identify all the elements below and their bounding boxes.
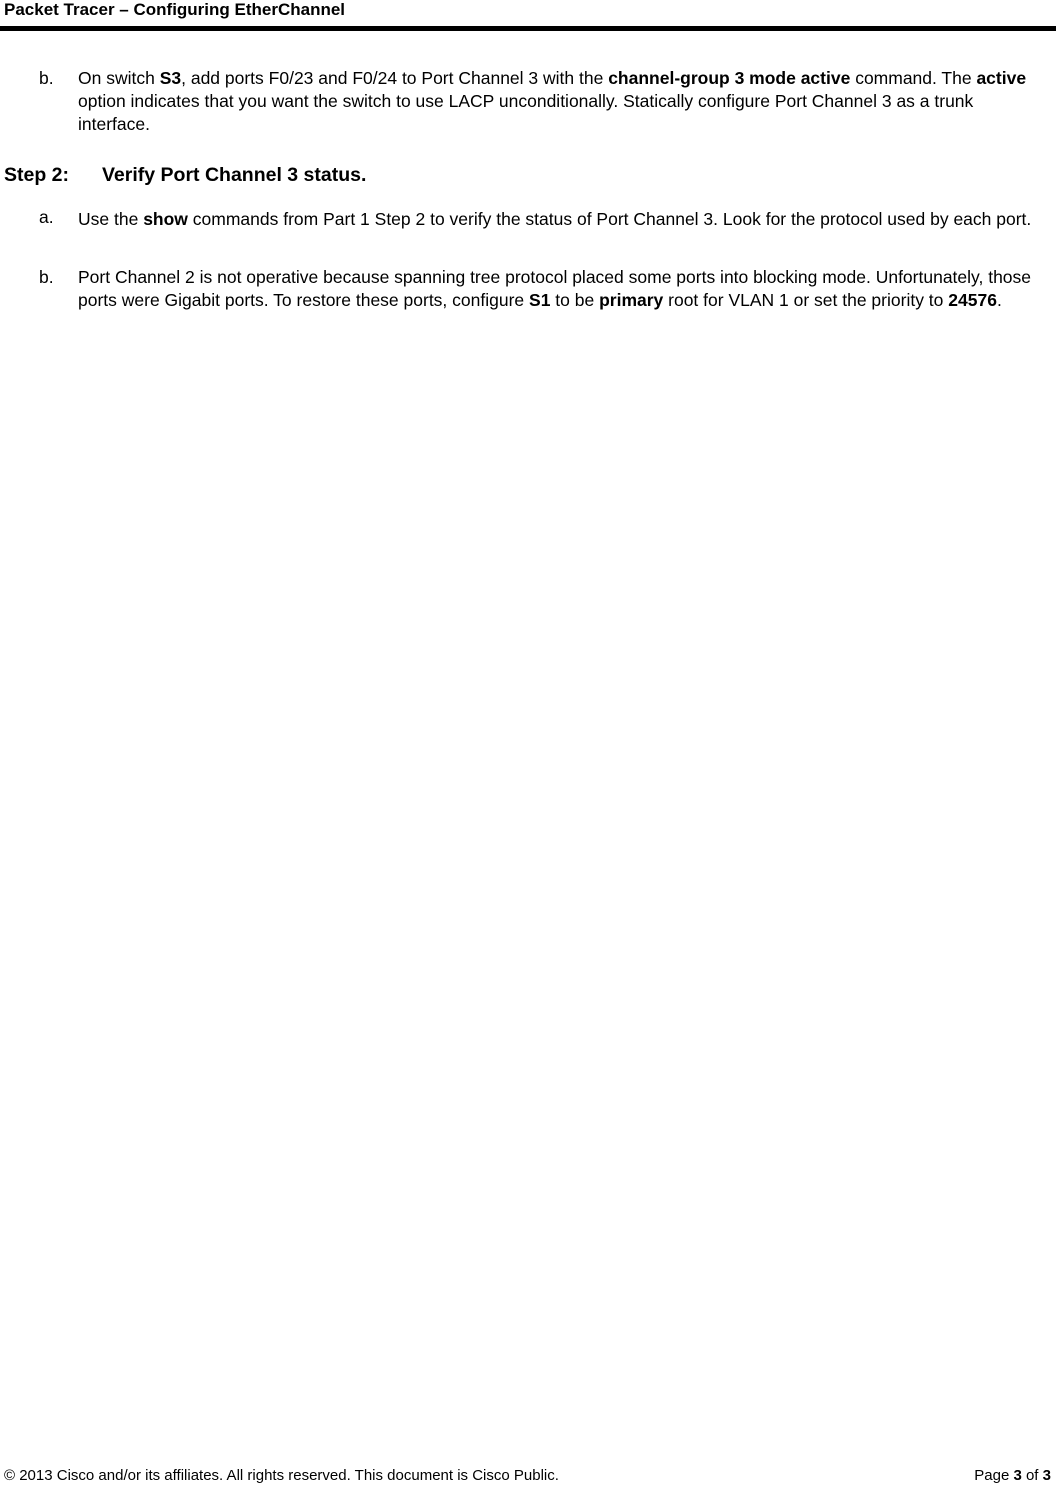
text-run: Use the <box>78 209 144 229</box>
page-header <box>0 0 1056 32</box>
list-marker: a. <box>39 207 54 227</box>
total-pages: 3 <box>1042 1467 1051 1484</box>
header-divider <box>0 26 1056 31</box>
page-prefix: Page <box>974 1467 1014 1484</box>
step-title: Verify Port Channel 3 status. <box>102 164 367 186</box>
page-number <box>974 1467 1051 1485</box>
page-of: of <box>1021 1467 1043 1484</box>
step-label: Step 2: <box>4 164 70 186</box>
page-footer <box>0 1467 1056 1487</box>
bold-keyword: primary <box>599 290 664 310</box>
copyright-notice: © 2013 Cisco and/or its affiliates. All rights reserved. This document is Cisco Public. <box>4 1467 559 1484</box>
text-run: to be <box>550 290 600 310</box>
list-item-text <box>78 266 1048 312</box>
document-title: Packet Tracer – Configuring EtherChannel <box>4 0 346 19</box>
bold-option: active <box>976 68 1027 88</box>
bold-priority-value: 24576 <box>948 290 997 310</box>
bold-switch-name: S3 <box>159 68 182 88</box>
bold-command: channel-group 3 mode active <box>608 68 851 88</box>
text-run: Port Channel 2 is not operative because spanning tree protocol placed some ports into blocking mode. Unfortunately, those ports were Gigabit ports. To restore these ports, configure <box>78 267 1032 310</box>
list-item-text <box>78 67 1048 136</box>
text-run: On switch <box>78 68 160 88</box>
list-marker: b. <box>39 267 54 287</box>
list-item-text <box>78 206 1048 232</box>
text-run: option indicates that you want the switch to use LACP unconditionally. Statically configure Port Channel 3 as a trunk interface. <box>78 91 974 134</box>
bold-command: show <box>143 209 188 229</box>
text-run: , add ports F0/23 and F0/24 to Port Channel 3 with the <box>181 68 609 88</box>
list-marker: b. <box>39 68 54 88</box>
step-heading <box>4 163 366 187</box>
current-page: 3 <box>1013 1467 1022 1484</box>
text-run: root for VLAN 1 or set the priority to <box>663 290 949 310</box>
text-run: command. The <box>850 68 977 88</box>
text-run: . <box>996 290 1002 310</box>
bold-switch-name: S1 <box>529 290 551 310</box>
text-run: commands from Part 1 Step 2 to verify the status of Port Channel 3. Look for the protocol used by each port. <box>187 209 1032 229</box>
